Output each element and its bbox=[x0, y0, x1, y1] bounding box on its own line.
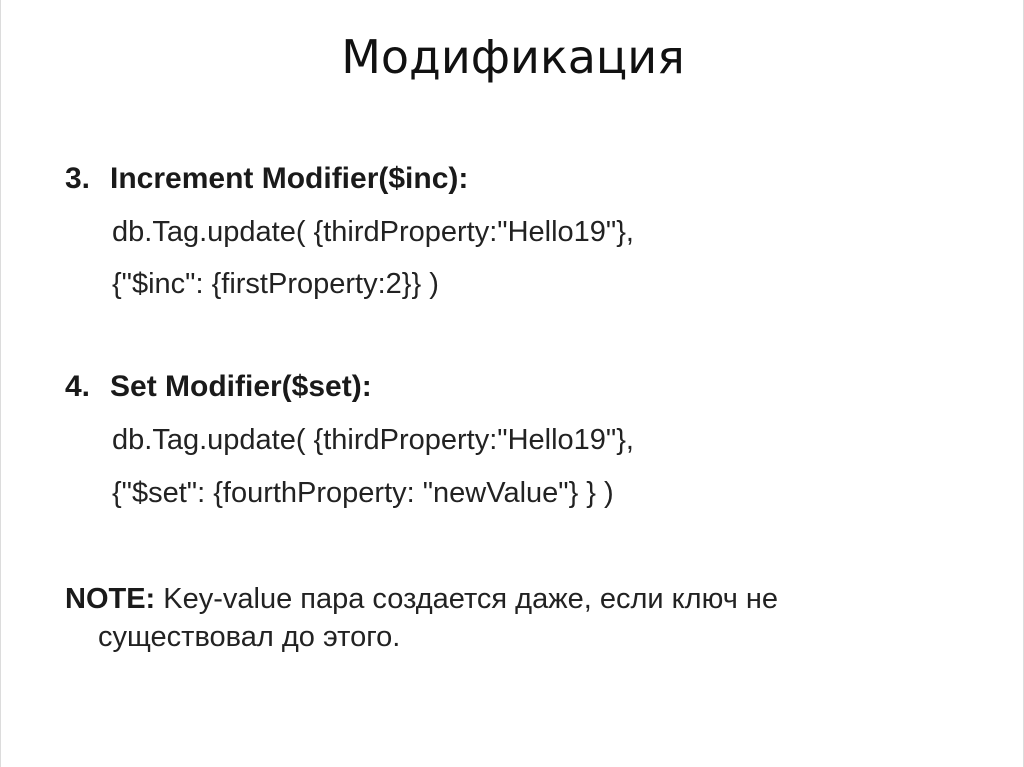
item-number: 4. bbox=[65, 370, 91, 403]
code-line: db.Tag.update( {thirdProperty:"Hello19"}, bbox=[112, 216, 634, 248]
note-text-line1: Key-value пара создается даже, если ключ не bbox=[155, 583, 779, 615]
item-heading-set bbox=[65, 370, 372, 404]
code-line: db.Tag.update( {thirdProperty:"Hello19"}, bbox=[112, 424, 634, 456]
item-title: Set Modifier($set): bbox=[110, 370, 372, 403]
note-label: NOTE: bbox=[65, 583, 156, 615]
note-text-line2: существовал до этого. bbox=[98, 621, 401, 653]
slide-title: Модификация bbox=[341, 30, 685, 84]
item-heading-increment bbox=[65, 162, 468, 196]
note bbox=[65, 580, 778, 656]
code-line: {"$inc": {firstProperty:2}} ) bbox=[112, 268, 439, 300]
code-line: {"$set": {fourthProperty: "newValue"} } ) bbox=[112, 477, 614, 509]
item-title: Increment Modifier($inc): bbox=[110, 162, 469, 195]
item-number: 3. bbox=[65, 162, 91, 195]
